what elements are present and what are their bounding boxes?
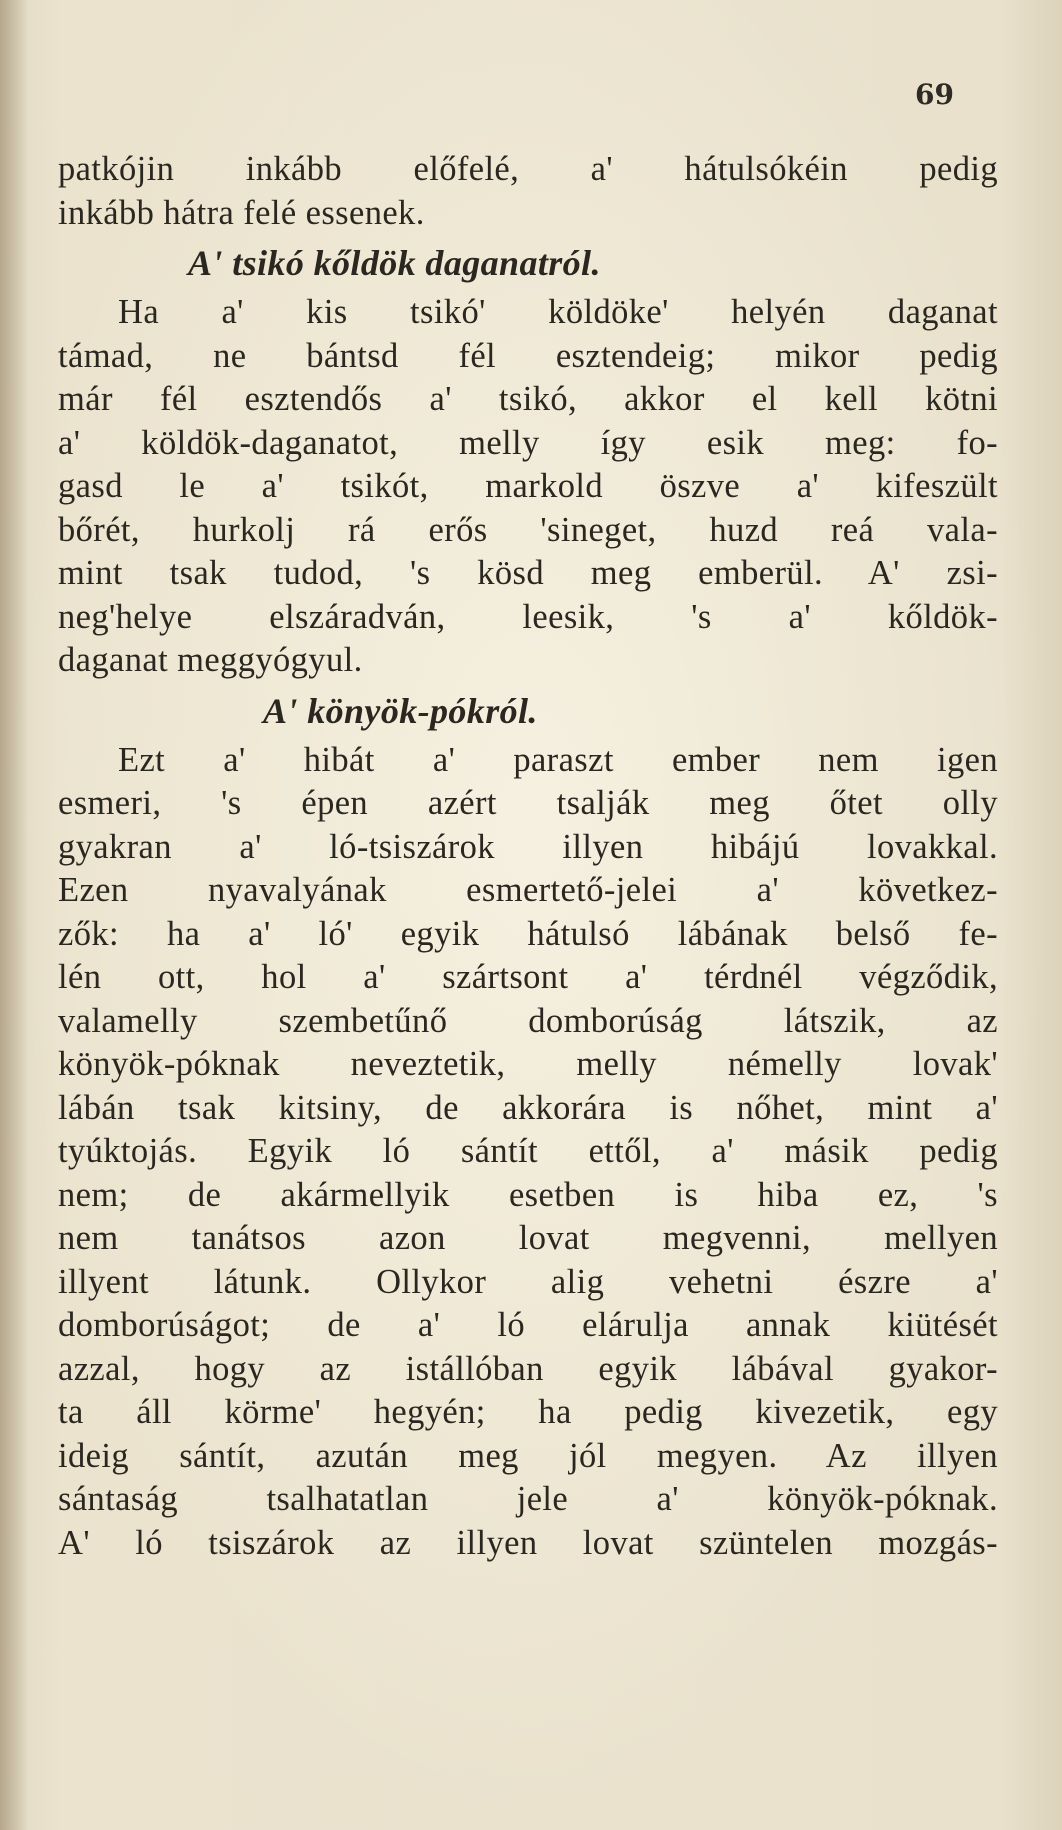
- text-line: a' köldök-daganatot, melly így esik meg: fo-: [58, 423, 998, 462]
- section-heading-tsiko-koldok: A' tsikó kőldök daganatról.: [188, 243, 601, 283]
- text-line: neg'helye elszáradván, leesik, 's a' kőldök-: [58, 597, 998, 636]
- text-line: már fél esztendős a' tsikó, akkor el kell kötni: [58, 380, 998, 418]
- text-line: támad, ne bántsd fél esztendeig; mikor pedig: [58, 336, 998, 375]
- text-line: Ha a' kis tsikó' köldöke' helyén daganat: [118, 293, 998, 331]
- text-line: azzal, hogy az istállóban egyik lábával gyakor-: [58, 1349, 998, 1388]
- text-line: sántaság tsalhatatlan jele a' könyök-póknak.: [58, 1480, 998, 1518]
- text-line: zők: ha a' ló' egyik hátulsó lábának belső fe-: [58, 914, 998, 953]
- text-line: Ezen nyavalyának esmertető-jelei a' következ-: [58, 871, 998, 909]
- section-heading-konyok-pok: A' könyök-pókról.: [263, 690, 538, 731]
- text-line: gasd le a' tsikót, markold öszve a' kifeszült: [58, 467, 998, 505]
- text-line: esmeri, 's épen azért tsalják meg őtet olly: [58, 784, 998, 822]
- text-line: patkójin inkább előfelé, a' hátulsókéin pedig: [58, 150, 998, 188]
- text-line: daganat meggyógyul.: [58, 641, 363, 679]
- text-line: nem tanátsos azon lovat megvenni, mellyen: [58, 1219, 998, 1257]
- text-line: lábán tsak kitsiny, de akkorára is nőhet, mint a': [58, 1088, 998, 1127]
- text-line: nem; de akármellyik esetben is hiba ez, 's: [58, 1175, 998, 1214]
- text-line: ideig sántít, azután meg jól megyen. Az illyen: [58, 1436, 998, 1475]
- gutter-shadow: [0, 0, 28, 1830]
- page-text: [58, 148, 998, 1565]
- page-number: 69: [915, 78, 954, 111]
- text-line: valamelly szembetűnő domborúság látszik, az: [58, 1001, 998, 1040]
- text-line: gyakran a' ló-tsiszárok illyen hibájú lovakkal.: [58, 827, 998, 866]
- text-line: A' ló tsiszárok az illyen lovat szüntelen mozgás-: [58, 1523, 998, 1562]
- text-line: inkább hátra felé essenek.: [58, 193, 425, 232]
- text-line: Ezt a' hibát a' paraszt ember nem igen: [118, 740, 998, 779]
- text-line: mint tsak tudod, 's kösd meg emberül. A' zsi-: [58, 554, 998, 592]
- text-line: illyent látunk. Ollykor alig vehetni észre a': [58, 1262, 998, 1301]
- text-line: lén ott, hol a' szártsont a' térdnél végződik,: [58, 958, 998, 996]
- text-line: ta áll körme' hegyén; ha pedig kivezetik, egy: [58, 1393, 998, 1431]
- text-line: könyök-póknak neveztetik, melly némelly lovak': [58, 1045, 998, 1083]
- text-line: bőrét, hurkolj rá erős 'sineget, huzd reá vala-: [58, 510, 998, 549]
- text-line: tyúktojás. Egyik ló sántít ettől, a' másik pedig: [58, 1132, 998, 1170]
- text-line: domborúságot; de a' ló elárulja annak kiütését: [58, 1306, 998, 1344]
